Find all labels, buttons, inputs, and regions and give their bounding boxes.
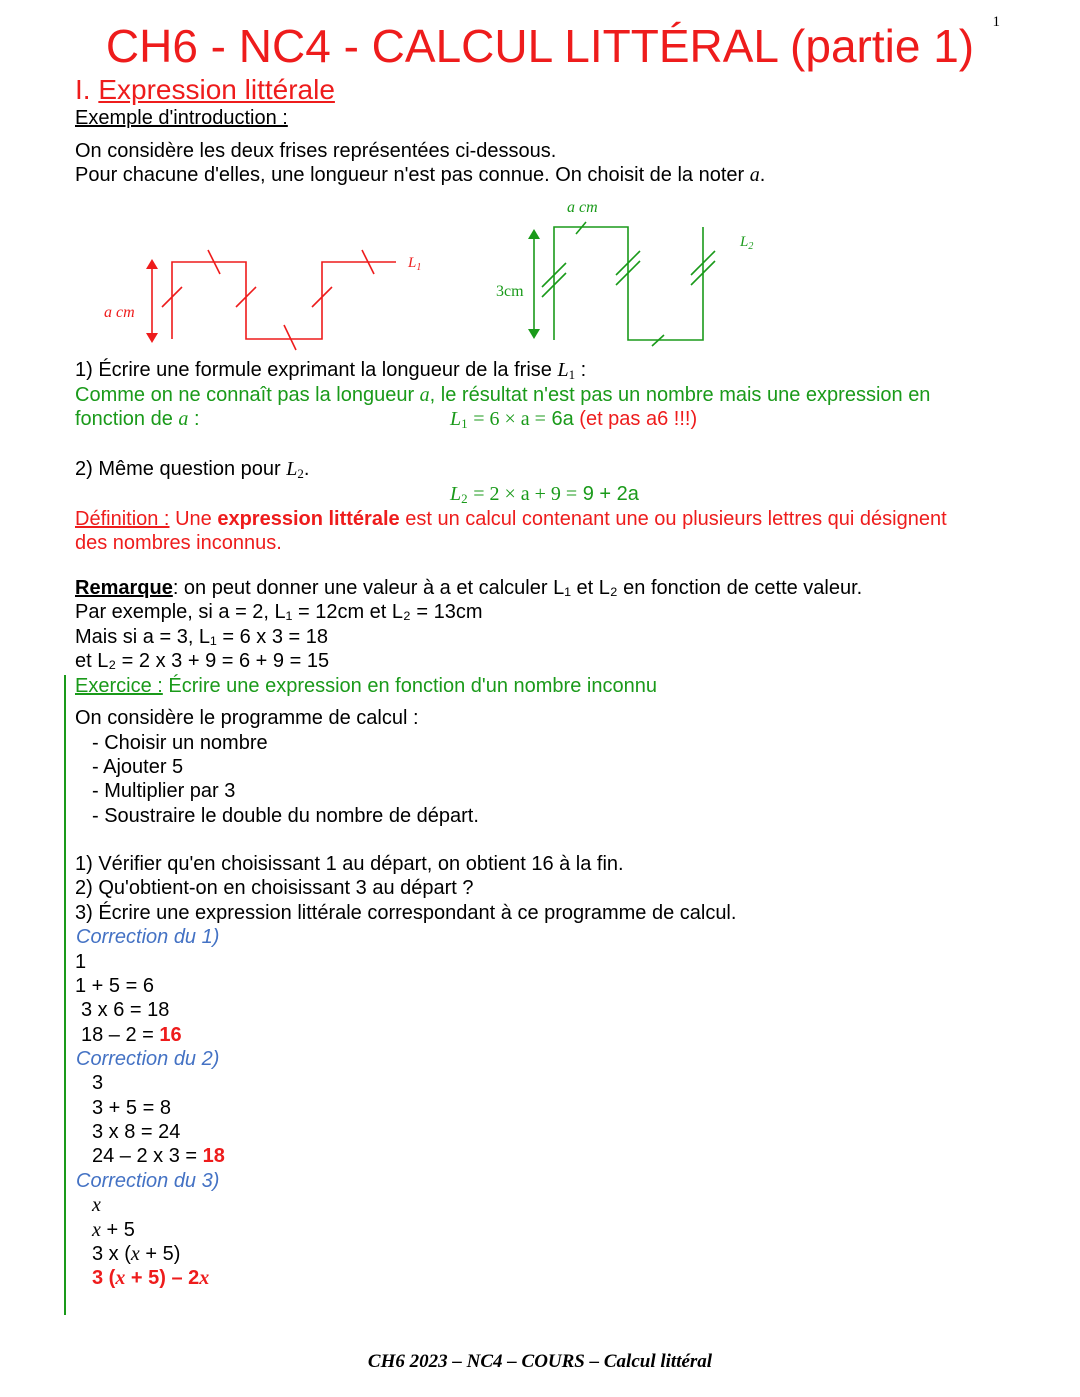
remark-line-1: Remarque: on peut donner une valeur à a et calculer L₁ et L₂ en fonction de cette valeur.	[75, 577, 863, 599]
section-title: Expression littérale	[98, 74, 335, 105]
formula-L1: $L_1 = 6 \times a = 6a$ (et pas a6 !!!)	[450, 408, 698, 431]
intro-label: Exemple d'introduction :	[75, 107, 288, 129]
exercise-margin-line	[64, 675, 66, 1315]
correction-2-line-3: 3 x 8 = 24	[92, 1121, 181, 1143]
label-a-cm-top: a cm	[567, 199, 598, 216]
question-2: 2) Même question pour $L_2$.	[75, 458, 310, 481]
remark-line-2: Par exemple, si a = 2, L₁ = 12cm et L₂ = 13cm	[75, 601, 483, 623]
correction-1-line-2: 1 + 5 = 6	[75, 975, 154, 997]
program-step-2: - Ajouter 5	[92, 756, 184, 778]
answer-1-line-1: Comme on ne connaît pas la longueur a, le résultat n'est pas un nombre mais une expression en	[75, 384, 931, 406]
page-number: 1	[992, 14, 1000, 30]
correction-2-title: Correction du 2)	[76, 1048, 220, 1070]
correction-1-line-1: 1	[75, 951, 87, 973]
remark-line-4: et L₂ = 2 x 3 + 9 = 6 + 9 = 15	[75, 650, 330, 672]
definition-line-1: Définition : Une expression littérale est un calcul contenant une ou plusieurs lettres qui désignent	[75, 508, 947, 530]
exercise-question-3: 3) Écrire une expression littérale correspondant à ce programme de calcul.	[75, 902, 737, 924]
exercise-question-2: 2) Qu'obtient-on en choisissant 3 au départ ?	[75, 877, 474, 899]
correction-3-line-3: 3 x (x + 5)	[92, 1243, 181, 1265]
exercise-heading: Exercice : Écrire une expression en fonction d'un nombre inconnu	[75, 675, 657, 697]
answer-1-line-2: fonction de a :	[75, 408, 200, 430]
label-L1: $L_1$	[408, 255, 422, 273]
correction-1-line-3: 3 x 6 = 18	[81, 999, 170, 1021]
correction-3-title: Correction du 3)	[76, 1170, 220, 1192]
frieze-figure	[0, 195, 1080, 355]
exercise-question-1: 1) Vérifier qu'en choisissant 1 au départ, on obtient 16 à la fin.	[75, 853, 624, 875]
correction-2-line-2: 3 + 5 = 8	[92, 1097, 171, 1119]
correction-1-title: Correction du 1)	[76, 926, 220, 948]
program-step-3: - Multiplier par 3	[92, 780, 236, 802]
formula-L2: $L_2 = 2 \times a + 9 = 9 + 2a$	[450, 483, 639, 506]
correction-2-line-1: 3	[92, 1072, 104, 1094]
correction-3-line-2: x + 5	[92, 1219, 135, 1241]
page-footer: CH6 2023 – NC4 – COURS – Calcul littéral	[367, 1351, 713, 1372]
label-a-cm-left: a cm	[104, 304, 135, 321]
correction-2-line-4: 24 – 2 x 3 = 18	[92, 1145, 225, 1167]
question-1: 1) Écrire une formule exprimant la longueur de la frise $L_1$ :	[75, 359, 587, 382]
page-title: CH6 - NC4 - CALCUL LITTÉRAL (partie 1)	[105, 20, 975, 72]
program-step-1: - Choisir un nombre	[92, 732, 268, 754]
intro-line-1: On considère les deux frises représentées ci-dessous.	[75, 140, 557, 162]
section-heading	[75, 73, 335, 107]
frieze-L1	[146, 250, 396, 350]
definition-line-2: des nombres inconnus.	[75, 532, 282, 554]
frieze-L2	[528, 222, 715, 346]
section-number: I.	[75, 74, 91, 105]
correction-1-line-4: 18 – 2 = 16	[81, 1024, 182, 1046]
program-step-4: - Soustraire le double du nombre de départ.	[92, 805, 479, 827]
remark-line-3: Mais si a = 3, L₁ = 6 x 3 = 18	[75, 626, 328, 648]
correction-3-line-1: x	[92, 1194, 101, 1216]
label-3cm: 3cm	[496, 283, 524, 300]
label-L2: $L_2$	[740, 234, 754, 252]
exercise-intro: On considère le programme de calcul :	[75, 707, 419, 729]
correction-3-final: 3 (x + 5) – 2x	[92, 1267, 210, 1289]
intro-line-2: Pour chacune d'elles, une longueur n'est pas connue. On choisit de la noter a.	[75, 164, 766, 186]
